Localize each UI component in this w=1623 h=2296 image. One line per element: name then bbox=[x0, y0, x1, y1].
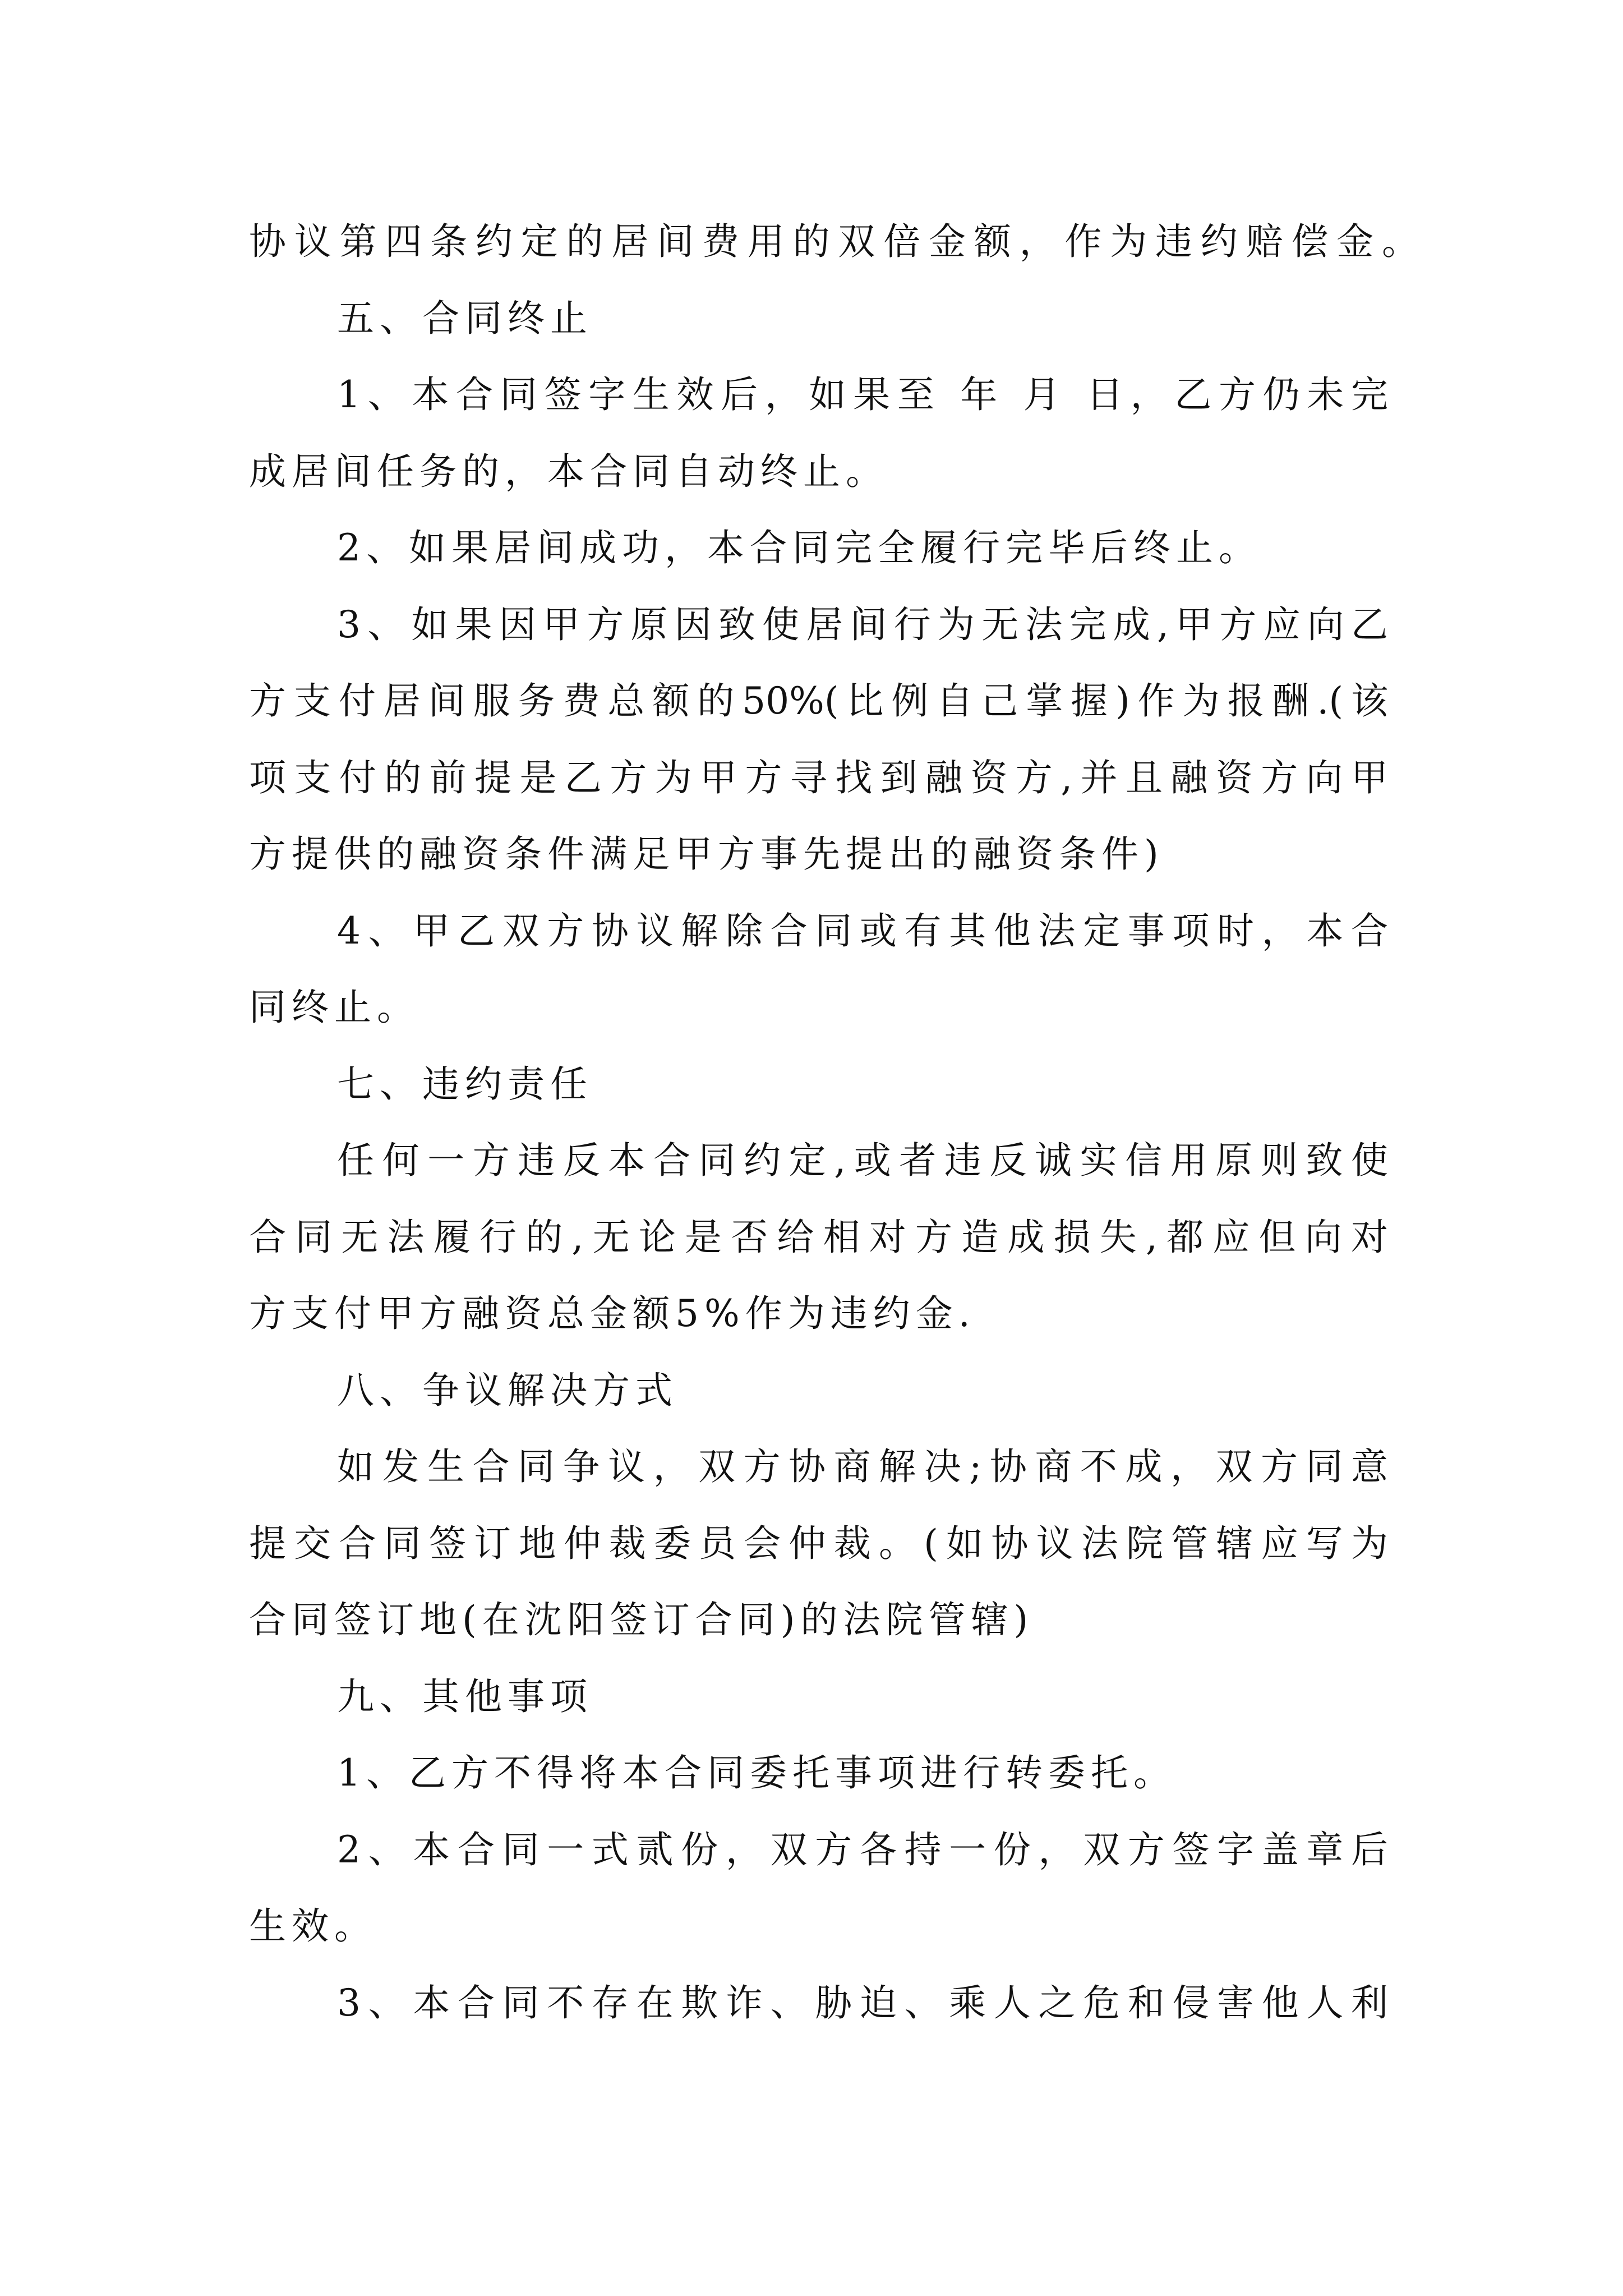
clause-text-line: 合同签订地(在沈阳签订合同)的法院管辖) bbox=[249, 1598, 1034, 1641]
clause-text-line: 2、本合同一式贰份，双方各持一份，双方签字盖章后 bbox=[337, 1828, 1388, 1871]
clause-text-line: 同终止。 bbox=[249, 986, 419, 1029]
clause-text-line: 合同无法履行的,无论是否给相对方造成损失,都应但向对 bbox=[249, 1215, 1388, 1259]
clause-text-line: 项支付的前提是乙方为甲方寻找到融资方,并且融资方向甲 bbox=[249, 756, 1388, 799]
section-heading-dispute: 八、争议解决方式 bbox=[337, 1368, 678, 1412]
clause-text-line: 方支付甲方融资总金额5%作为违约金. bbox=[249, 1292, 976, 1335]
document-body bbox=[249, 204, 1421, 2041]
clause-text-line: 2、如果居间成功，本合同完全履行完毕后终止。 bbox=[337, 526, 1261, 569]
clause-text-line: 任何一方违反本合同约定,或者违反诚实信用原则致使 bbox=[337, 1139, 1388, 1182]
clause-text-line: 1、本合同签字生效后，如果至 年 月 日，乙方仍未完 bbox=[337, 373, 1388, 416]
clause-text-line: 如发生合同争议，双方协商解决;协商不成，双方同意 bbox=[337, 1445, 1388, 1488]
section-heading-other-matters: 九、其他事项 bbox=[337, 1674, 593, 1718]
clause-text-line: 1、乙方不得将本合同委托事项进行转委托。 bbox=[337, 1751, 1176, 1795]
clause-text-line: 3、本合同不存在欺诈、胁迫、乘人之危和侵害他人利 bbox=[337, 1981, 1388, 2024]
clause-text-line: 提交合同签订地仲裁委员会仲裁。(如协议法院管辖应写为 bbox=[249, 1521, 1388, 1565]
section-heading-termination: 五、合同终止 bbox=[337, 296, 593, 340]
clause-text-line: 3、如果因甲方原因致使居间行为无法完成,甲方应向乙 bbox=[337, 602, 1388, 646]
clause-text-line: 4、甲乙双方协议解除合同或有其他法定事项时，本合 bbox=[337, 909, 1388, 953]
section-heading-liability: 七、违约责任 bbox=[337, 1062, 593, 1106]
clause-text-line: 成居间任务的，本合同自动终止。 bbox=[249, 449, 888, 493]
clause-text-line: 协议第四条约定的居间费用的双倍金额，作为违约赔偿金。 bbox=[249, 220, 1419, 263]
clause-text-line: 方提供的融资条件满足甲方事先提出的融资条件) bbox=[249, 832, 1164, 876]
clause-text-line: 生效。 bbox=[249, 1904, 377, 1948]
clause-text-line: 方支付居间服务费总额的50%(比例自己掌握)作为报酬.(该 bbox=[249, 679, 1388, 723]
